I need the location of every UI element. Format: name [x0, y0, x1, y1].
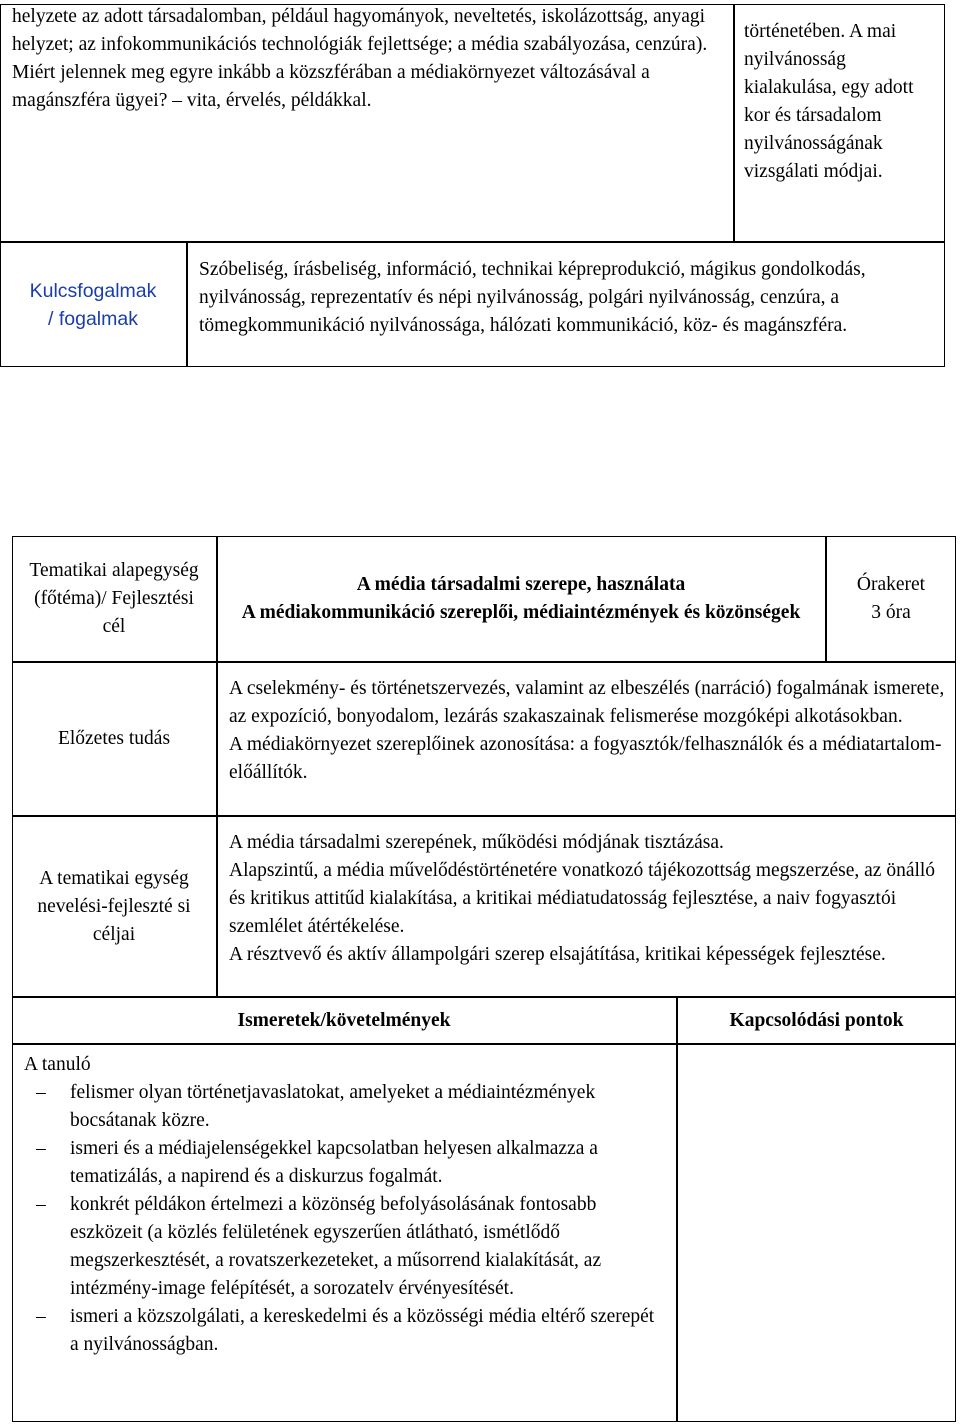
- celjai-paragraph-3: A résztvevő és aktív állampolgári szerep elsajátítása, kritikai képességek fejlesztése.: [229, 944, 886, 965]
- list-item: – ismeri a közszolgálati, a kereskedelmi és a közösségi média eltérő szerepét a nyilvánosságban.: [24, 1303, 664, 1359]
- continued-paragraph: helyzete az adott társadalomban, például hagyományok, neveltetés, iskolázottság, anyagi helyzet; az infokommunikációs technológiák fejlettsége; a média szabályozása, cenzúra).: [12, 6, 708, 55]
- main-title-line2: A médiakommunikáció szereplői, médiaintézmények és közönségek: [241, 602, 801, 623]
- main-title-cell: [217, 536, 825, 662]
- list-item: – konkrét példákon értelmezi a közönség befolyásolásának fontosabb eszközeit (a közlés felületének egyszerűen átlátható, ismétlődő megszerkesztését, a rovatszerkezeteket, a műsorrend kialakítását, az intézmény-image felépítését, a sorozatelv érvényesítését.: [24, 1191, 664, 1303]
- celjai-label: A tematikai egység nevelési-fejleszté si céljai: [37, 867, 191, 945]
- kulcsfogalmak-label-line2: / fogalmak: [48, 307, 138, 330]
- top-table-divider-vertical-2: [186, 242, 188, 367]
- elozetes-text-cell: [229, 675, 947, 787]
- continued-text-right: [744, 18, 939, 186]
- elozetes-label: Előzetes tudás: [57, 728, 171, 749]
- main-title-line1: A média társadalmi szerepe, használata: [356, 574, 686, 595]
- kulcsfogalmak-text: [199, 256, 937, 340]
- ismeretek-content-cell: [24, 1051, 664, 1359]
- kapcsolodasi-header-cell: [677, 997, 956, 1044]
- kulcsfogalmak-paragraph: Szóbeliség, írásbeliség, információ, technikai képreprodukció, mágikus gondolkodás, nyilvánosság, reprezentatív és népi nyilvánosság, polgári nyilvánosság, cenzúra, a tömegkommunikáció nyilvánossága, hálózati kommunikáció, köz- és magánszféra.: [199, 259, 866, 336]
- kulcsfogalmak-label-line1: Kulcsfogalmak: [29, 279, 157, 302]
- tematikai-label: Tematikai alapegység (főtéma)/ Fejlesztési cél: [29, 560, 199, 637]
- ismeretek-header-cell: [12, 997, 676, 1044]
- ismeretek-header: Ismeretek/követelmények: [237, 1009, 451, 1031]
- top-table-divider-vertical: [733, 4, 735, 242]
- kulcsfogalmak-label: [0, 242, 186, 367]
- celjai-text-cell: [229, 829, 947, 969]
- list-item: – felismer olyan történetjavaslatokat, amelyeket a médiaintézmények bocsátanak közre.: [24, 1079, 664, 1135]
- celjai-label-cell: [20, 816, 208, 997]
- elozetes-label-cell: [12, 662, 216, 816]
- list-item: – ismeri és a médiajelenségekkel kapcsolatban helyesen alkalmazza a tematizálás, a napirend és a diskurzus fogalmát.: [24, 1135, 664, 1191]
- elozetes-paragraph-2: A médiakörnyezet szereplőinek azonosítása: a fogyasztók/felhasználók és a médiatartalom-előállítók.: [229, 734, 942, 783]
- continued-paragraph-right: történetében. A mai nyilvánosság kialakulása, egy adott kor és társadalom nyilvánosságának vizsgálati módjai.: [744, 21, 914, 182]
- kapcsolodasi-header: Kapcsolódási pontok: [729, 1009, 904, 1031]
- celjai-paragraph-1: A média társadalmi szerepének, működési módjának tisztázása.: [229, 832, 724, 853]
- celjai-paragraph-2: Alapszintű, a média művelődéstörténetére vonatkozó tájékozottság megszerzése, az önálló és kritikus attitűd kialakítása, a kritikai médiatudatosság fejlesztése, a naiv fogyasztói szemlélet átértékelése.: [229, 860, 936, 937]
- elozetes-paragraph-1: A cselekmény- és történetszervezés, valamint az elbeszélés (narráció) fogalmának ismerete, az expozíció, bonyodalom, lezárás szakaszainak felismerése mozgóképi alkotásokban.: [229, 678, 945, 727]
- orakeret-cell: [826, 536, 956, 662]
- requirements-list: [24, 1079, 664, 1359]
- kapcsolodasi-content-cell: [677, 1044, 956, 1422]
- orakeret-value: 3 óra: [871, 602, 911, 623]
- tanulo-label: A tanuló: [24, 1054, 91, 1075]
- discussion-question: Miért jelennek meg egyre inkább a közszférában a médiakörnyezet változásával a magánszféra ügyei? – vita, érvelés, példákkal.: [12, 62, 650, 111]
- orakeret-label: Órakeret: [856, 574, 926, 595]
- continued-text-left: [12, 3, 727, 115]
- tematikai-label-cell: [28, 536, 200, 662]
